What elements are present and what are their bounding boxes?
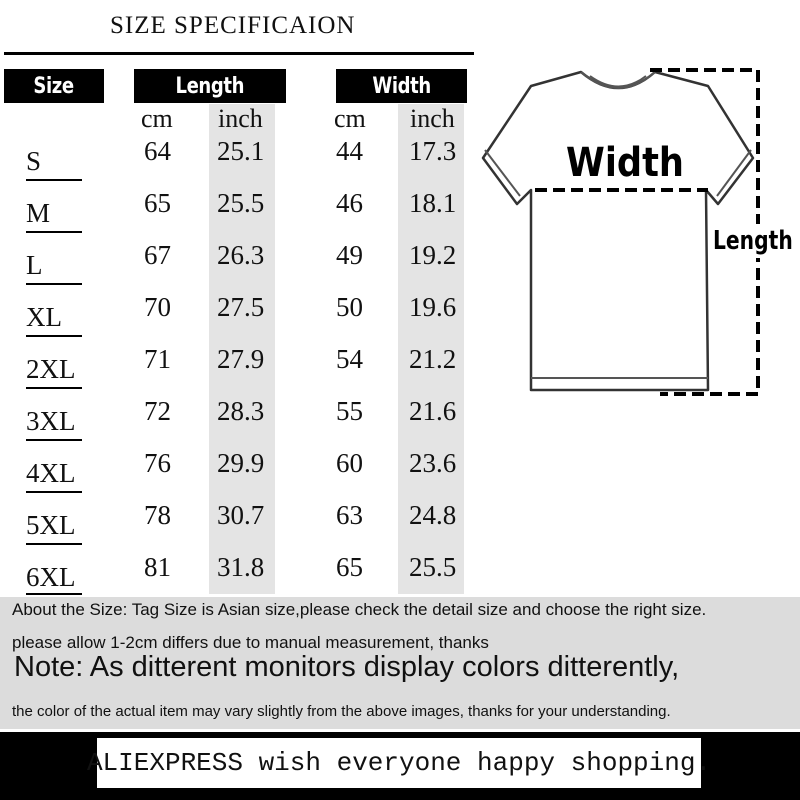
width-diagram-label: Width <box>566 140 684 186</box>
size-label: S <box>26 146 42 176</box>
size-label: 3XL <box>26 406 76 436</box>
width-inch-value: 19.6 <box>409 292 457 322</box>
color-variance-note: the color of the actual item may vary slightly from the above images, thanks for your understanding. <box>12 703 671 720</box>
length-inch-value: 28.3 <box>217 396 265 426</box>
length-cm-value: 70 <box>144 292 171 322</box>
size-label: M <box>26 198 51 228</box>
measurement-note: please allow 1-2cm differs due to manual measurement, thanks <box>12 633 489 652</box>
table-row <box>0 241 475 293</box>
width-cm-unit: cm <box>334 104 366 133</box>
table-row <box>0 137 475 189</box>
title-divider <box>4 52 474 55</box>
length-inch-value: 27.9 <box>217 344 265 374</box>
table-row <box>0 189 475 241</box>
length-cm-value: 76 <box>144 448 171 478</box>
table-row <box>0 345 475 397</box>
page-title: SIZE SPECIFICAION <box>110 12 356 39</box>
size-header: Size <box>4 69 104 103</box>
width-cm-value: 46 <box>336 188 363 218</box>
size-underline <box>26 387 82 389</box>
width-cm-value: 44 <box>336 136 363 166</box>
size-label: 4XL <box>26 458 76 488</box>
length-inch-value: 25.5 <box>217 188 265 218</box>
size-label: 6XL <box>26 562 76 592</box>
length-cm-value: 64 <box>144 136 171 166</box>
width-inch-value: 18.1 <box>409 188 457 218</box>
width-cm-value: 49 <box>336 240 363 270</box>
table-row <box>0 293 475 345</box>
length-inch-value: 30.7 <box>217 500 265 530</box>
monitor-color-note: Note: As ditterent monitors display colors ditterently, <box>14 651 680 683</box>
size-label: 2XL <box>26 354 76 384</box>
length-cm-value: 72 <box>144 396 171 426</box>
length-inch-unit: inch <box>218 104 263 133</box>
width-inch-value: 25.5 <box>409 552 457 582</box>
width-inch-value: 21.6 <box>409 396 457 426</box>
width-inch-value: 19.2 <box>409 240 457 270</box>
width-cm-value: 63 <box>336 500 363 530</box>
width-cm-value: 54 <box>336 344 363 374</box>
length-inch-value: 31.8 <box>217 552 265 582</box>
width-cm-value: 50 <box>336 292 363 322</box>
width-inch-value: 24.8 <box>409 500 457 530</box>
about-size-note: About the Size: Tag Size is Asian size,please check the detail size and choose the right size. <box>12 600 707 619</box>
size-label: 5XL <box>26 510 76 540</box>
length-cm-value: 67 <box>144 240 171 270</box>
table-row <box>0 501 475 553</box>
length-cm-value: 78 <box>144 500 171 530</box>
length-header: Length <box>134 69 286 103</box>
size-label: L <box>26 250 43 280</box>
length-diagram-label: Length <box>713 226 793 256</box>
size-underline <box>26 491 82 493</box>
table-row <box>0 449 475 501</box>
width-inch-value: 23.6 <box>409 448 457 478</box>
size-label: XL <box>26 302 62 332</box>
size-underline <box>26 179 82 181</box>
width-cm-value: 55 <box>336 396 363 426</box>
length-cm-value: 71 <box>144 344 171 374</box>
table-row <box>0 397 475 449</box>
width-header: Width <box>336 69 467 103</box>
size-underline <box>26 593 82 595</box>
width-inch-value: 21.2 <box>409 344 457 374</box>
width-cm-value: 65 <box>336 552 363 582</box>
length-inch-value: 29.9 <box>217 448 265 478</box>
size-underline <box>26 543 82 545</box>
size-underline <box>26 231 82 233</box>
width-cm-value: 60 <box>336 448 363 478</box>
width-inch-unit: inch <box>410 104 455 133</box>
length-inch-value: 27.5 <box>217 292 265 322</box>
size-underline <box>26 283 82 285</box>
length-cm-unit: cm <box>141 104 173 133</box>
length-inch-value: 25.1 <box>217 136 265 166</box>
size-underline <box>26 439 82 441</box>
length-cm-value: 65 <box>144 188 171 218</box>
length-inch-value: 26.3 <box>217 240 265 270</box>
width-inch-value: 17.3 <box>409 136 457 166</box>
size-underline <box>26 335 82 337</box>
footer-message: ALIEXPRESS wish everyone happy shopping. <box>97 738 701 788</box>
length-cm-value: 81 <box>144 552 171 582</box>
